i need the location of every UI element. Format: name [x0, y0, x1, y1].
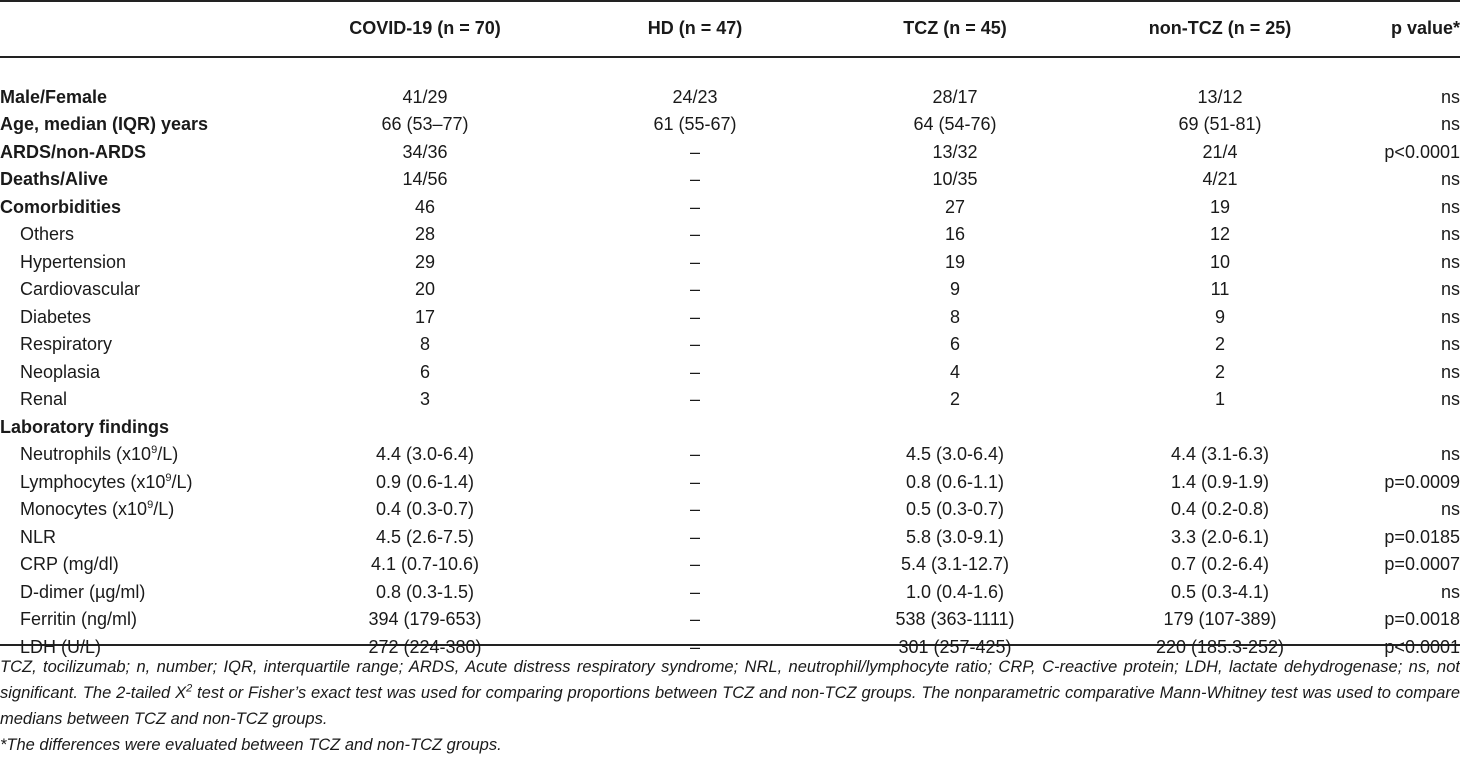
row-label: Neoplasia — [20, 361, 101, 382]
cell-nontcz: 0.7 (0.2-6.4) — [1170, 554, 1270, 575]
cell-hd: – — [689, 581, 700, 602]
cell-nontcz: 4.4 (3.1-6.3) — [1170, 444, 1270, 465]
cell-hd: – — [689, 279, 700, 300]
cell-nontcz: 0.4 (0.2-0.8) — [1170, 499, 1270, 520]
cell-tcz: 9 — [949, 279, 960, 300]
table-footnotes — [0, 654, 1460, 758]
cell-nontcz: 1 — [1214, 389, 1225, 410]
cell-tcz: 19 — [944, 251, 966, 272]
cell-nontcz: 69 (51-81) — [1178, 114, 1262, 135]
cell-covid: 3 — [419, 389, 430, 410]
cell-hd: – — [689, 471, 700, 492]
cell-covid: 66 (53–77) — [381, 114, 469, 135]
cell-tcz: 2 — [949, 389, 960, 410]
row-label: NLR — [20, 526, 57, 547]
row-label: Cardiovascular — [20, 279, 141, 300]
cell-pvalue: p=0.0018 — [1384, 609, 1460, 630]
cell-nontcz: 4/21 — [1202, 169, 1238, 190]
header-row — [0, 0, 1460, 56]
cell-tcz: 8 — [949, 306, 960, 327]
row-label: Lymphocytes $(x10^9/L)$ — [20, 471, 193, 492]
footnote-asterisk: *The differences were evaluated between TCZ and non-TCZ groups. — [0, 736, 502, 754]
table-row — [0, 249, 1460, 277]
cell-covid: 34/36 — [402, 141, 448, 162]
cell-tcz: 301 (257-425) — [898, 636, 1012, 657]
cell-hd: – — [689, 141, 700, 162]
table-row — [0, 579, 1460, 607]
cell-hd: – — [689, 334, 700, 355]
cell-nontcz: 179 (107-389) — [1163, 609, 1277, 630]
cell-tcz: 4 — [949, 361, 960, 382]
table-row — [0, 524, 1460, 552]
row-label: Hypertension — [20, 251, 127, 272]
table-row — [0, 194, 1460, 222]
cell-tcz — [820, 414, 1090, 442]
table-row — [0, 359, 1460, 387]
row-label: D-dimer (µg/ml) — [20, 581, 146, 602]
cell-hd — [570, 414, 820, 442]
table-row — [0, 441, 1460, 469]
header-empty — [0, 0, 280, 56]
cell-nontcz: 19 — [1209, 196, 1231, 217]
cell-tcz: 10/35 — [932, 169, 978, 190]
table-row — [0, 111, 1460, 139]
cell-hd: – — [689, 499, 700, 520]
table-row — [0, 276, 1460, 304]
cell-covid: 4.4 (3.0-6.4) — [375, 444, 475, 465]
cell-tcz: 28/17 — [932, 86, 978, 107]
cell-pvalue: p=0.0185 — [1384, 526, 1460, 547]
cell-tcz: 0.8 (0.6-1.1) — [905, 471, 1005, 492]
cell-pvalue: p=0.0009 — [1384, 471, 1460, 492]
cell-pvalue: ns — [1440, 251, 1460, 272]
table-row — [0, 606, 1460, 634]
cell-covid: 272 (224-380) — [368, 636, 482, 657]
row-label: Others — [20, 224, 75, 245]
table-row — [0, 496, 1460, 524]
row-label: Laboratory findings — [0, 416, 170, 437]
cell-hd: – — [689, 554, 700, 575]
row-label: Renal — [20, 389, 68, 410]
cell-hd: – — [689, 444, 700, 465]
cell-pvalue: ns — [1440, 169, 1460, 190]
table-row — [0, 84, 1460, 112]
cell-tcz: 6 — [949, 334, 960, 355]
cell-covid: 394 (179-653) — [368, 609, 482, 630]
header-nontcz: non-TCZ (n = 25) — [1148, 17, 1292, 38]
cell-pvalue: ns — [1440, 86, 1460, 107]
row-label: Deaths/Alive — [0, 169, 109, 190]
cell-hd: – — [689, 609, 700, 630]
cell-pvalue: ns — [1440, 444, 1460, 465]
header-pvalue: p value* — [1390, 17, 1460, 38]
cell-tcz: 1.0 (0.4-1.6) — [905, 581, 1005, 602]
cell-hd: – — [689, 389, 700, 410]
row-label: ARDS/non-ARDS — [0, 141, 146, 162]
cell-covid: 0.8 (0.3-1.5) — [375, 581, 475, 602]
row-label: Diabetes — [20, 306, 92, 327]
cell-pvalue: ns — [1440, 499, 1460, 520]
cell-nontcz: 0.5 (0.3-4.1) — [1170, 581, 1270, 602]
cell-covid: 46 — [414, 196, 436, 217]
cell-tcz: 27 — [944, 196, 966, 217]
row-label: LDH (U/L) — [20, 636, 102, 657]
table-row — [0, 414, 1460, 442]
cell-hd: 61 (55-67) — [653, 114, 737, 135]
cell-pvalue: ns — [1440, 196, 1460, 217]
header-tcz: TCZ (n = 45) — [903, 17, 1007, 38]
header-hd: HD (n = 47) — [647, 17, 743, 38]
cell-covid: 6 — [419, 361, 430, 382]
cell-tcz: 5.4 (3.1-12.7) — [900, 554, 1010, 575]
cell-pvalue: ns — [1440, 581, 1460, 602]
row-label: Ferritin (ng/ml) — [20, 609, 138, 630]
cell-pvalue: ns — [1440, 361, 1460, 382]
cell-pvalue: ns — [1440, 279, 1460, 300]
row-label: Male/Female — [0, 86, 108, 107]
table-row — [0, 469, 1460, 497]
cell-pvalue: ns — [1440, 306, 1460, 327]
cell-covid: 14/56 — [402, 169, 448, 190]
cell-tcz: 5.8 (3.0-9.1) — [905, 526, 1005, 547]
table-row — [0, 221, 1460, 249]
cell-hd: – — [689, 306, 700, 327]
cell-covid — [280, 414, 570, 442]
cell-pvalue: ns — [1440, 334, 1460, 355]
cell-tcz: 64 (54-76) — [913, 114, 997, 135]
cell-tcz: 4.5 (3.0-6.4) — [905, 444, 1005, 465]
cell-hd: – — [689, 251, 700, 272]
cell-tcz: 16 — [944, 224, 966, 245]
table-row — [0, 331, 1460, 359]
cell-nontcz: 2 — [1214, 361, 1225, 382]
cell-pvalue: ns — [1440, 389, 1460, 410]
row-label: Respiratory — [20, 334, 113, 355]
cell-hd: – — [689, 224, 700, 245]
cell-covid: 29 — [414, 251, 436, 272]
cell-pvalue: p=0.0007 — [1384, 554, 1460, 575]
cell-nontcz: 21/4 — [1202, 141, 1238, 162]
table-row — [0, 139, 1460, 167]
cell-pvalue: ns — [1440, 224, 1460, 245]
cell-tcz: 538 (363-1111) — [895, 609, 1015, 630]
cell-covid: 20 — [414, 279, 436, 300]
cell-nontcz: 9 — [1214, 306, 1225, 327]
cell-covid: 4.5 (2.6-7.5) — [375, 526, 475, 547]
cell-pvalue: ns — [1440, 114, 1460, 135]
cell-nontcz: 3.3 (2.0-6.1) — [1170, 526, 1270, 547]
row-label: CRP (mg/dl) — [20, 554, 119, 575]
footnote-abbreviations: TCZ, tocilizumab; n, number; IQR, interquartile range; ARDS, Acute distress respiratory syndrome; NRL, neutrophil/lymphocyte ratio; CRP, C-reactive protein; LDH, lactate dehydrogenase; ns, not significant. The 2-tailed $X^2$ test or Fisher’s exact test was used for comparing proportions between TCZ and non-TCZ groups. The nonparametric comparative Mann-Whitney test was used to compare medians between TCZ and non-TCZ groups. — [0, 658, 1460, 728]
cell-pvalue — [1350, 414, 1460, 442]
cell-tcz: 0.5 (0.3-0.7) — [905, 499, 1005, 520]
table-body — [0, 56, 1460, 661]
cell-hd: 24/23 — [672, 86, 718, 107]
table-row — [0, 166, 1460, 194]
cell-nontcz: 2 — [1214, 334, 1225, 355]
cell-covid: 0.9 (0.6-1.4) — [375, 471, 475, 492]
cell-nontcz: 10 — [1209, 251, 1231, 272]
cell-nontcz: 1.4 (0.9-1.9) — [1170, 471, 1270, 492]
row-label: Monocytes $(x10^9/L)$ — [20, 499, 175, 520]
cell-covid: 28 — [414, 224, 436, 245]
cell-covid: 41/29 — [402, 86, 448, 107]
cell-covid: 17 — [414, 306, 436, 327]
table-row — [0, 386, 1460, 414]
cell-hd: – — [689, 636, 700, 657]
cell-nontcz: 220 (185.3-252) — [1155, 636, 1285, 657]
cell-hd: – — [689, 526, 700, 547]
cell-tcz: 13/32 — [932, 141, 978, 162]
table-row — [0, 551, 1460, 579]
cell-hd: – — [689, 361, 700, 382]
header-covid: COVID-19 (n = 70) — [349, 17, 501, 38]
table-row — [0, 304, 1460, 332]
cell-nontcz: 12 — [1209, 224, 1231, 245]
row-label: Age, median (IQR) years — [0, 114, 209, 135]
cell-hd: – — [689, 169, 700, 190]
cell-covid: 8 — [419, 334, 430, 355]
cell-nontcz: 13/12 — [1197, 86, 1243, 107]
cell-covid: 0.4 (0.3-0.7) — [375, 499, 475, 520]
cell-nontcz: 11 — [1210, 279, 1230, 300]
cell-nontcz — [1090, 414, 1350, 442]
cell-hd: – — [689, 196, 700, 217]
row-label: Comorbidities — [0, 196, 122, 217]
cell-covid: 4.1 (0.7-10.6) — [370, 554, 480, 575]
cell-pvalue: p<0.0001 — [1384, 636, 1460, 657]
cell-pvalue: p<0.0001 — [1384, 141, 1460, 162]
row-label: Neutrophils $(x10^9/L)$ — [20, 444, 179, 465]
